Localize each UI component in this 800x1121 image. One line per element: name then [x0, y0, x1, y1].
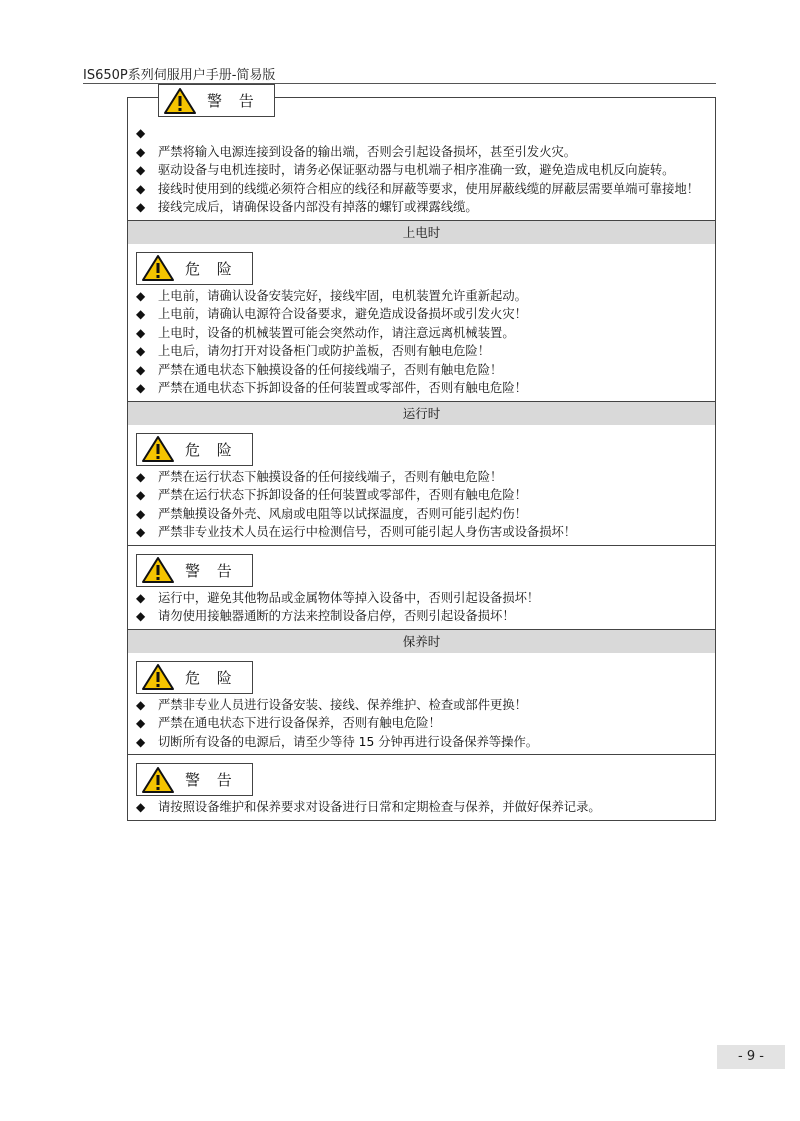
diamond-bullet-icon: ◆ [136, 200, 146, 214]
diamond-bullet-icon: ◆ [136, 344, 146, 358]
section-band: 运行时 [128, 401, 715, 425]
list-item [136, 733, 707, 752]
diamond-bullet-icon: ◆ [136, 288, 146, 303]
diamond-bullet-icon: ◆ [136, 362, 146, 377]
list-item [136, 468, 707, 487]
list-item-text: 驱动设备与电机连接时，请务必保证驱动器与电机端子相序准确一致，避免造成电机反向旋转。 [158, 163, 675, 177]
notice-badge-label: 危 险 [185, 668, 238, 687]
notice-badge-label: 危 险 [185, 440, 238, 459]
notice-block [128, 653, 715, 755]
list-item [136, 486, 707, 505]
diamond-bullet-icon: ◆ [136, 126, 146, 140]
list-item [136, 523, 707, 542]
diamond-bullet-icon: ◆ [136, 381, 146, 395]
diamond-bullet-icon: ◆ [136, 525, 146, 539]
diamond-bullet-icon: ◆ [136, 734, 146, 749]
notice-badge [136, 763, 253, 796]
notice-badge-label: 警 告 [207, 92, 260, 110]
page-number: - 9 - [717, 1045, 785, 1069]
warning-triangle-icon [141, 556, 185, 584]
list-item-text: 运行中，避免其他物品或金属物体等掉入设备中，否则引起设备损坏！ [158, 590, 540, 605]
diamond-bullet-icon: ◆ [136, 163, 146, 177]
list-item-text: 请按照设备维护和保养要求对设备进行日常和定期检查与保养，并做好保养记录。 [158, 800, 601, 814]
warning-triangle-icon [141, 766, 185, 794]
list-item-text: 接线时使用到的线缆必须符合相应的线径和屏蔽等要求，使用屏蔽线缆的屏蔽层需要单端可靠接地！ [158, 181, 700, 196]
header-title: IS650P系列伺服用户手册-简易版 [83, 68, 276, 83]
notice-block [128, 425, 715, 545]
list-item-text: 严禁将输入电源连接到设备的输出端，否则会引起设备损坏，甚至引发火灾。 [158, 144, 577, 159]
notice-badge [158, 84, 275, 117]
notice-badge-label: 警 告 [185, 561, 238, 580]
list-item-text: 严禁在运行状态下触摸设备的任何接线端子，否则有触电危险！ [158, 469, 503, 484]
list-item-text: 请勿使用接触器通断的方法来控制设备启停，否则引起设备损坏！ [158, 609, 515, 623]
diamond-bullet-icon: ◆ [136, 590, 146, 605]
diamond-bullet-icon: ◆ [136, 325, 146, 340]
list-item [136, 305, 707, 324]
list-item-text [158, 124, 707, 143]
list-item [136, 607, 707, 626]
list-item [136, 161, 707, 180]
diamond-bullet-icon: ◆ [136, 181, 146, 196]
warning-triangle-icon [141, 435, 185, 463]
list-item [136, 124, 707, 143]
diamond-bullet-icon: ◆ [136, 488, 146, 502]
list-item [136, 324, 707, 343]
list-item [136, 696, 707, 715]
section-band: 保养时 [128, 629, 715, 653]
diamond-bullet-icon: ◆ [136, 469, 146, 484]
list-item [136, 180, 707, 199]
diamond-bullet-icon: ◆ [136, 144, 146, 159]
diamond-bullet-icon: ◆ [136, 506, 146, 521]
list-item-text: 切断所有设备的电源后，请至少等待 15 分钟再进行设备保养等操作。 [158, 734, 539, 749]
list-item-text: 严禁在通电状态下进行设备保养，否则有触电危险！ [158, 716, 441, 730]
list-item-text: 上电后，请勿打开对设备柜门或防护盖板，否则有触电危险！ [158, 344, 491, 358]
list-item [136, 505, 707, 524]
notice-badge [136, 554, 253, 587]
list-item [136, 361, 707, 380]
list-item-text: 接线完成后，请确保设备内部没有掉落的螺钉或裸露线缆。 [158, 200, 478, 214]
list-item-text: 上电时，设备的机械装置可能会突然动作，请注意远离机械装置。 [158, 325, 515, 340]
list-item-text: 严禁非专业技术人员在运行中检测信号，否则可能引起人身伤害或设备损坏！ [158, 525, 577, 539]
notice-badge-label: 危 险 [185, 259, 238, 278]
warning-triangle-icon [141, 254, 185, 282]
diamond-bullet-icon: ◆ [136, 307, 146, 321]
list-item [136, 798, 707, 817]
list-item [136, 198, 707, 217]
list-item-text: 严禁在运行状态下拆卸设备的任何装置或零部件，否则有触电危险！ [158, 488, 527, 502]
notice-block [128, 244, 715, 401]
warning-triangle-icon [163, 87, 207, 115]
notice-badge [136, 252, 253, 285]
diamond-bullet-icon: ◆ [136, 800, 146, 814]
safety-table [127, 92, 716, 821]
list-item-text: 上电前，请确认设备安装完好，接线牢固，电机装置允许重新起动。 [158, 288, 527, 303]
list-item [136, 379, 707, 398]
notice-badge-label: 警 告 [185, 771, 238, 789]
list-item [136, 589, 707, 608]
list-item-text: 严禁触摸设备外壳、风扇或电阻等以试探温度，否则可能引起灼伤！ [158, 506, 527, 521]
notice-block [128, 92, 715, 220]
list-item-text: 严禁在通电状态下拆卸设备的任何装置或零部件，否则有触电危险！ [158, 381, 527, 395]
list-item [136, 287, 707, 306]
list-item-text: 严禁非专业人员进行设备安装、接线、保养维护、检查或部件更换！ [158, 697, 527, 712]
diamond-bullet-icon: ◆ [136, 609, 146, 623]
list-item [136, 342, 707, 361]
diamond-bullet-icon: ◆ [136, 697, 146, 712]
diamond-bullet-icon: ◆ [136, 716, 146, 730]
section-band: 上电时 [128, 220, 715, 244]
list-item [136, 143, 707, 162]
notice-block [128, 754, 715, 820]
notice-block [128, 545, 715, 629]
list-item [136, 714, 707, 733]
notice-badge [136, 661, 253, 694]
list-item-text: 严禁在通电状态下触摸设备的任何接线端子，否则有触电危险！ [158, 362, 503, 377]
warning-triangle-icon [141, 663, 185, 691]
list-item-text: 上电前，请确认电源符合设备要求，避免造成设备损坏或引发火灾！ [158, 307, 527, 321]
notice-badge [136, 433, 253, 466]
